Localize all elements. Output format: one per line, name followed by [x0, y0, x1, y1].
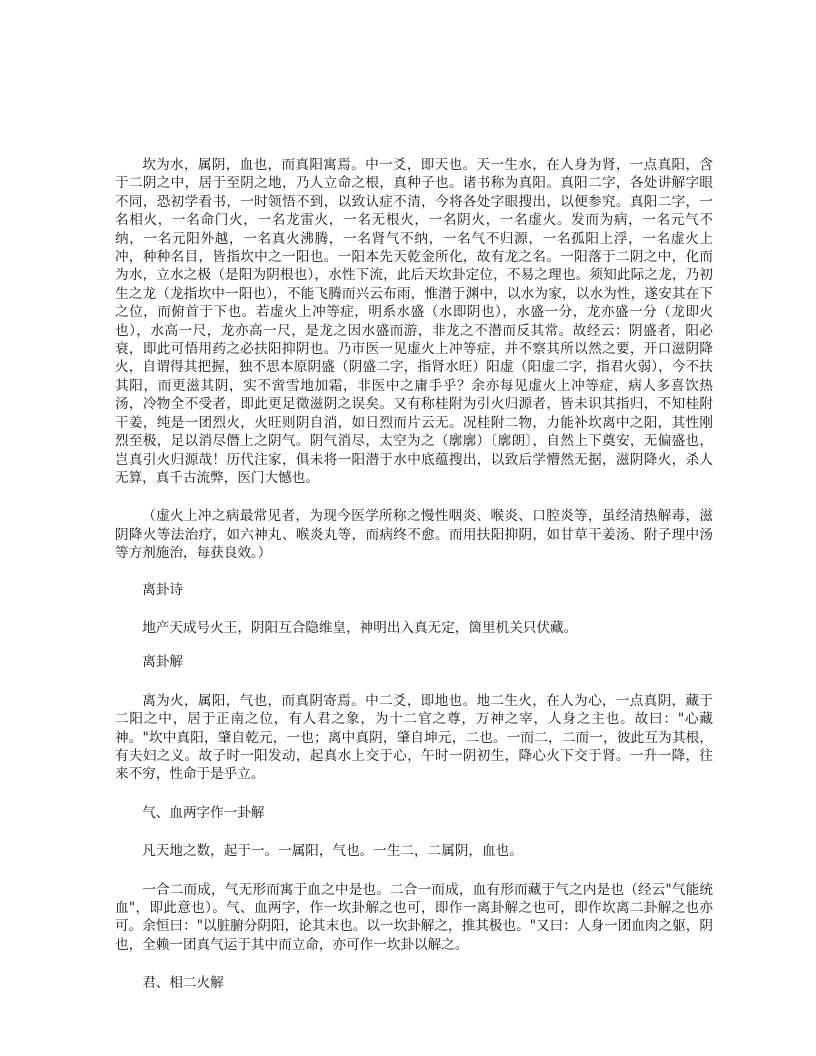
paragraph-li-poem: 地产天成号火王，阴阳互合隐维皇，神明出入真无定，箇里机关只伏藏。	[142, 619, 578, 636]
paragraph-li-explanation: 离为火，属阳，气也，而真阴寄焉。中二爻，即地也。地二生火，在人为心，一点真阴，藏于二阳之中，居于正南之位，有人君之象，为十二官之尊，万神之宰，人身之主也。故曰："心藏神。"坎中真阳，肇自乾元，一也；离中真阴，肇自坤元，二也。一而二，二而一，彼此互为其根，有夫妇之义。故子时一阳发动，起真水上交于心，午时一阴初生，降心火下交于肾。一升一降，往来不穷，性命于是乎立。	[115, 692, 713, 783]
paragraph-numbers: 凡天地之数，起于一。一属阳，气也。一生二，二属阴，血也。	[142, 843, 523, 860]
heading-li-poem: 离卦诗	[142, 581, 183, 598]
paragraph-annotation-note: （虚火上冲之病最常见者，为现今医学所称之慢性咽炎、喉炎、口腔炎等，虽经清热解毒，滋阴降火等法治疗，如六神丸、喉炎丸等，而病终不愈。而用扶阳抑阴，如甘草干姜汤、附子理中汤等方剂施治，每获良效。）	[115, 508, 713, 562]
paragraph-qi-blood-explanation: 一合二而成，气无形而寓于血之中是也。二合一而成，血有形而藏于气之内是也（经云"气能统血"，即此意也）。气、血两字，作一坎卦解之也可，即作一离卦解之也可，即作坎离二卦解之也亦可。余恒曰："以脏腑分阴阳，论其末也。以一坎卦解之，推其极也。"又曰：人身一团血肉之躯，阴也，全赖一团真气运于其中而立命，亦可作一坎卦以解之。	[115, 881, 713, 953]
paragraph-kan-explanation: 坎为水，属阴，血也，而真阳寓焉。中一爻，即天也。天一生水，在人身为肾，一点真阳，含于二阴之中，居于至阴之地，乃人立命之根，真种子也。诸书称为真阳。真阳二字，各处讲解字眼不同，恐初学看书，一时领悟不到，以致认症不清，今将各处字眼搜出，以便参究。真阳二字，一名相火，一名命门火，一名龙雷火，一名无根火，一名阴火，一名虚火。发而为病，一名元气不纳，一名元阳外越，一名真火沸腾，一名肾气不纳，一名气不归源，一名孤阳上浮，一名虚火上冲，种种名目，皆指坎中之一阳也。一阳本先天乾金所化，故有龙之名。一阳落于二阴之中，化而为水，立水之极（是阳为阴根也），水性下流，此后天坎卦定位，不易之理也。须知此际之龙，乃初生之龙（龙指坎中一阳也），不能飞腾而兴云布雨，惟潜于渊中，以水为家，以水为性，遂安其在下之位，而俯首于下也。若虚火上冲等症，明系水盛（水即阴也），水盛一分，龙亦盛一分（龙即火也），水高一尺，龙亦高一尺，是龙之因水盛而游，非龙之不潜而反其常。故经云：阴盛者，阳必衰，即此可悟用药之必扶阳抑阴也。乃市医一见虚火上冲等症，并不察其所以然之要，开口滋阴降火，自谓得其把握，独不思本原阴盛（阴盛二字，指肾水旺）阳虚（阳虚二字，指君火弱），今不扶其阳，而更滋其阴，实不啻雪地加霜，非医中之庸手乎？余亦每见虚火上冲等症，病人多喜饮热汤，冷物全不受者，即此更足徵滋阴之误矣。又有称桂附为引火归源者，皆未识其指归，不知桂附干姜，纯是一团烈火，火旺则阴自消，如日烈而片云无。况桂附二物，力能补坎离中之阳，其性刚烈至极，足以消尽僭上之阴气。阴气消尽，太空为之（廓廓）〔廓朗〕，自然上下奠安，无偏盛也，岂真引火归源哉！历代注家，俱未将一阳潜于水中底蕴搜出，以致后学懵然无据，滋阴降火，杀人无算，真千古流弊，医门大憾也。	[115, 157, 713, 486]
heading-qi-blood: 气、血两字作一卦解	[142, 804, 265, 821]
heading-li-explanation: 离卦解	[142, 654, 183, 671]
document-page	[115, 156, 713, 993]
heading-two-fires: 君、相二火解	[142, 975, 224, 992]
